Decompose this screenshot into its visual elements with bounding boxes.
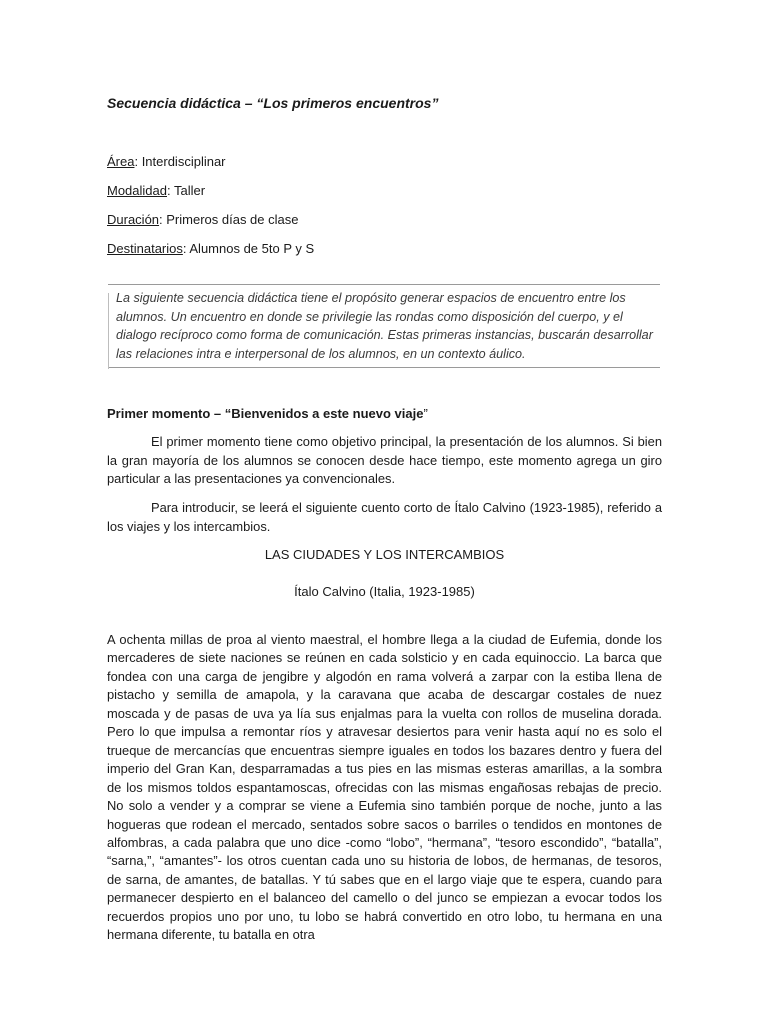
meta-modalidad [107,182,205,200]
intro-box [108,284,660,368]
meta-area [107,153,226,171]
document-title: Secuencia didáctica – “Los primeros encuentros” [107,95,439,111]
intro-box-border [108,293,109,369]
meta-modalidad-label: Modalidad [107,183,167,198]
meta-destinatarios-value: : Alumnos de 5to P y S [182,241,315,256]
paragraph-2: Para introducir, se leerá el siguiente cuento corto de Ítalo Calvino (1923-1985), referido a los viajes y los intercambios. [107,500,662,534]
meta-duracion [107,211,298,229]
section-heading [107,405,428,423]
paragraph-1: El primer momento tiene como objetivo principal, la presentación de los alumnos. Si bien la gran mayoría de los alumnos se conocen desde hace tiempo, este momento agrega un giro particular a las presentaciones ya convencionales. [107,434,662,487]
meta-destinatarios-label: Destinatarios [107,241,183,256]
story-text: A ochenta millas de proa al viento maestral, el hombre llega a la ciudad de Eufemia, donde los mercaderes de siete naciones se reúnen en cada solsticio y en cada equinoccio. La barca que fondea con una carga de jengibre y algodón en rama volverá a zarpar con la estiba llena de pistacho y semilla de amapola, y la caravana que acaba de descargar costales de nuez moscada y de pasas de uva ya lía sus enjalmas para la vuelta con rollos de muselina dorada. Pero lo que impulsa a remontar ríos y atravesar desiertos para venir hasta aquí no es solo el trueque de mercancías que encuentras siempre iguales en todos los bazares dentro y fuera del imperio del Gran Kan, desparramadas a tus pies en las mismas esteras amarillas, a la sombra de los mismos toldos espantamoscas, ofrecidas con las mismas engañosas rebajas de precio. No solo a vender y a comprar se viene a Eufemia sino también porque de noche, junto a las hogueras que rodean el mercado, sentados sobre sacos o barriles o tendidos en montones de alfombras, a cada palabra que uno dice -como “lobo”, “hermana”, “tesoro escondido”, “batalla”, “sarna,”, “amantes”- los otros cuentan cada uno su historia de lobos, de hermanas, de tesoros, de sarna, de amantes, de batallas. Y tú sabes que en el largo viaje que te espera, cuando para permanecer despierto en el balanceo del camello o del junco se empiezan a evocar todos los recuerdos propios uno por uno, tu lobo se habrá convertido en otro lobo, tu hermana en una hermana diferente, tu batalla en otra [107,632,662,943]
section-heading-tail: ” [423,406,428,421]
meta-destinatarios [107,240,314,258]
meta-duracion-value: : Primeros días de clase [159,212,299,227]
story-title: LAS CIUDADES Y LOS INTERCAMBIOS [264,547,505,562]
section-heading-bold: Primer momento – “Bienvenidos a este nuevo viaje [107,406,424,421]
meta-duracion-label: Duración [107,212,160,227]
meta-modalidad-value: : Taller [167,183,206,198]
meta-area-value: : Interdisciplinar [134,154,226,169]
meta-area-label: Área [107,154,135,169]
intro-text: La siguiente secuencia didáctica tiene el propósito generar espacios de encuentro entre los alumnos. Un encuentro en donde se privilegie las rondas como disposición del cuerpo, y el dialogo recíproco como forma de comunicación. Estas primeras instancias, buscarán desarrollar las relaciones intra e interpersonal de los alumnos, en un contexto áulico. [116,291,653,361]
story-author: Ítalo Calvino (Italia, 1923-1985) [294,584,475,599]
